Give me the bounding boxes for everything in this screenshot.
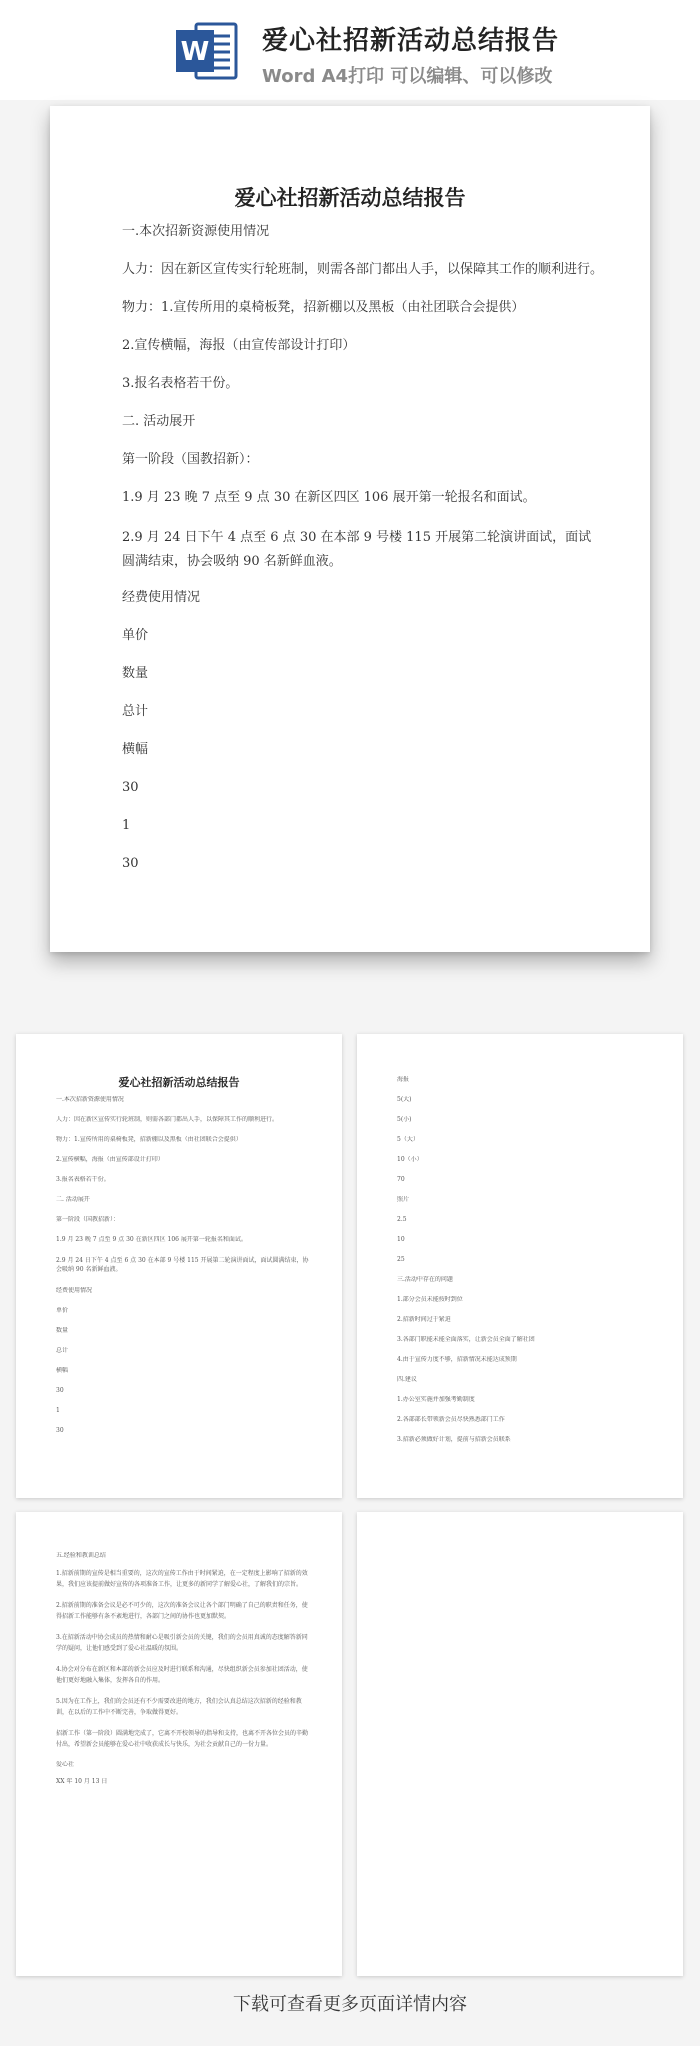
thumb-line: 25 xyxy=(397,1256,405,1263)
thumb-line: 3.招新必须做好计划，提前与招新会员联系 xyxy=(397,1436,511,1443)
doc-line: 数量 xyxy=(122,666,149,681)
thumb-line: 4.协会对分布在新区和本部的新会员应及时进行联系和沟通，尽快组织新会员参加社团活动，使他们更好地融入集体，发挥各自的作用。 xyxy=(56,1666,308,1684)
doc-line: 1 xyxy=(122,818,131,833)
thumbnail-page-3 xyxy=(16,1512,342,1976)
thumb-line: 五.经验和教训总结 xyxy=(56,1552,106,1559)
thumb-line: 4.由于宣传力度不够，招新情况未能达成预期 xyxy=(397,1356,517,1363)
thumb-line: 5(大) xyxy=(397,1096,412,1103)
doc-line: 2.宣传横幅，海报（由宣传部设计打印） xyxy=(122,338,356,353)
thumb-line: 2.招新前期的准备会议是必不可少的，这次的准备会议让各个部门明确了自己的职责和任务，使得招新工作能够有条不紊地进行，各部门之间的协作也更加默契。 xyxy=(56,1602,308,1620)
thumb-line: 一.本次招新资源使用情况 xyxy=(56,1096,124,1103)
thumb-line: 2.各部部长带领新会员尽快熟悉部门工作 xyxy=(397,1416,505,1423)
doc-line: 横幅 xyxy=(122,742,149,757)
doc-line: 30 xyxy=(122,780,139,795)
thumb-line: 2.招新时间过于紧迫 xyxy=(397,1316,451,1323)
thumb-body xyxy=(397,1076,653,1456)
doc-line: 物力：1.宣传所用的桌椅板凳，招新棚以及黑板（由社团联合会提供） xyxy=(122,300,525,315)
thumb-line: 招新工作（第一阶段）圆满地完成了，它离不开校领导的指导和支持，也离不开各位会员的辛勤付出，希望新会员能够在爱心社中收获成长与快乐，为社会贡献自己的一份力量。 xyxy=(56,1730,309,1748)
thumb-line: 10 xyxy=(397,1236,405,1243)
header-subtitle: Word A4打印 可以编辑、可以修改 xyxy=(262,66,553,87)
doc-line: 单价 xyxy=(122,628,149,643)
thumb-line: 1.办公室实施并加强考勤制度 xyxy=(397,1396,475,1403)
doc-line: 1.9 月 23 晚 7 点至 9 点 30 在新区四区 106 展开第一轮报名和面试。 xyxy=(122,490,536,505)
thumb-line: 四.建议 xyxy=(397,1376,417,1383)
header-banner xyxy=(0,0,700,100)
thumb-body xyxy=(56,1552,312,1795)
doc-line: 经费使用情况 xyxy=(122,590,201,605)
thumb-line: 3.在招新活动中协会成员的热情和耐心是吸引新会员的关键，我们的会员用真诚的态度解答新同学的疑问，让他们感受到了爱心社温暖的氛围。 xyxy=(56,1634,308,1652)
doc-line: 一.本次招新资源使用情况 xyxy=(122,224,270,239)
footer-download-hint: 下载可查看更多页面详情内容 xyxy=(233,1994,467,2015)
document-body xyxy=(122,222,602,892)
thumb-line: 1.9 月 23 晚 7 点至 9 点 30 在新区四区 106 展开第一轮报名和面试。 xyxy=(56,1236,247,1243)
thumb-line: 第一阶段（国教招新）： xyxy=(56,1216,120,1223)
thumb-line: 5（大） xyxy=(397,1136,419,1143)
thumb-line: 海报 xyxy=(397,1076,410,1083)
thumb-line: 10（小） xyxy=(397,1156,423,1163)
thumb-line: 5.因为在工作上，我们的会员还有不少需要改进的地方，我们会认真总结这次招新的经验和教训，在以后的工作中不断完善，争取做得更好。 xyxy=(56,1698,302,1716)
thumb-line: 横幅 xyxy=(56,1367,69,1374)
thumb-title: 爱心社招新活动总结报告 xyxy=(118,1076,240,1089)
thumb-line: 经费使用情况 xyxy=(56,1287,93,1294)
thumb-line: 30 xyxy=(56,1427,64,1434)
thumb-line: 3.报名表格若干份。 xyxy=(56,1176,110,1183)
thumb-line: XX 年 10 月 13 日 xyxy=(56,1778,108,1785)
thumbnail-page-1 xyxy=(16,1034,342,1498)
thumb-line: 爱心社 xyxy=(56,1761,75,1768)
document-title: 爱心社招新活动总结报告 xyxy=(234,185,466,210)
thumb-line: 人力：因在新区宣传实行轮班制，则需各部门都出人手，以保障其工作的顺利进行。 xyxy=(56,1116,279,1123)
thumb-line: 30 xyxy=(56,1387,64,1394)
thumb-line: 1.招新前期的宣传是相当重要的，这次的宣传工作由于时间紧迫，在一定程度上影响了招新的效果，我们应该提前做好宣传的各项准备工作，让更多的新同学了解爱心社，了解我们的宗旨。 xyxy=(56,1570,308,1588)
thumb-line: 单价 xyxy=(56,1307,69,1314)
doc-line: 总计 xyxy=(122,704,149,719)
doc-line: 2.9 月 24 日下午 4 点至 6 点 30 在本部 9 号楼 115 开展第二轮演讲面试，面试圆满结束，协会吸纳 90 名新鲜血液。 xyxy=(122,530,592,569)
thumb-line: 3.各部门职能未能全面落实，让新会员全面了解社团 xyxy=(397,1336,535,1343)
doc-line: 二. 活动展开 xyxy=(122,414,196,429)
thumb-line: 三.活动中存在的问题 xyxy=(397,1276,453,1283)
thumb-line: 数量 xyxy=(56,1327,69,1334)
thumbnail-page-4 xyxy=(357,1512,683,1976)
thumb-line: 5(小) xyxy=(397,1116,412,1123)
header-title: 爱心社招新活动总结报告 xyxy=(262,26,560,56)
doc-line: 3.报名表格若干份。 xyxy=(122,376,239,391)
thumb-body xyxy=(56,1096,312,1447)
thumb-line: 70 xyxy=(397,1176,405,1183)
word-icon-letter: W xyxy=(180,37,210,67)
thumb-line: 总计 xyxy=(56,1347,69,1354)
thumb-line: 2.9 月 24 日下午 4 点至 6 点 30 在本部 9 号楼 115 开展第二轮演讲面试，面试圆满结束，协会吸纳 90 名新鲜血液。 xyxy=(56,1257,309,1273)
document-page-preview xyxy=(50,106,650,952)
doc-line: 人力：因在新区宣传实行轮班制，则需各部门都出人手，以保障其工作的顺利进行。 xyxy=(122,262,604,277)
doc-line: 30 xyxy=(122,856,139,871)
thumb-line: 二. 活动展开 xyxy=(56,1196,90,1203)
thumb-line: 物力：1.宣传所用的桌椅板凳，招新棚以及黑板（由社团联合会提供） xyxy=(56,1136,242,1143)
thumb-line: 照片 xyxy=(397,1196,410,1203)
thumb-line: 2.宣传横幅，海报（由宣传部设计打印） xyxy=(56,1156,164,1163)
word-document-icon xyxy=(174,18,240,84)
thumb-line: 2.5 xyxy=(397,1216,407,1223)
thumb-line: 1.部分会员未能按时到位 xyxy=(397,1296,463,1303)
doc-line: 第一阶段（国教招新）： xyxy=(122,452,259,467)
thumb-line: 1 xyxy=(56,1407,60,1414)
thumbnail-page-2 xyxy=(357,1034,683,1498)
